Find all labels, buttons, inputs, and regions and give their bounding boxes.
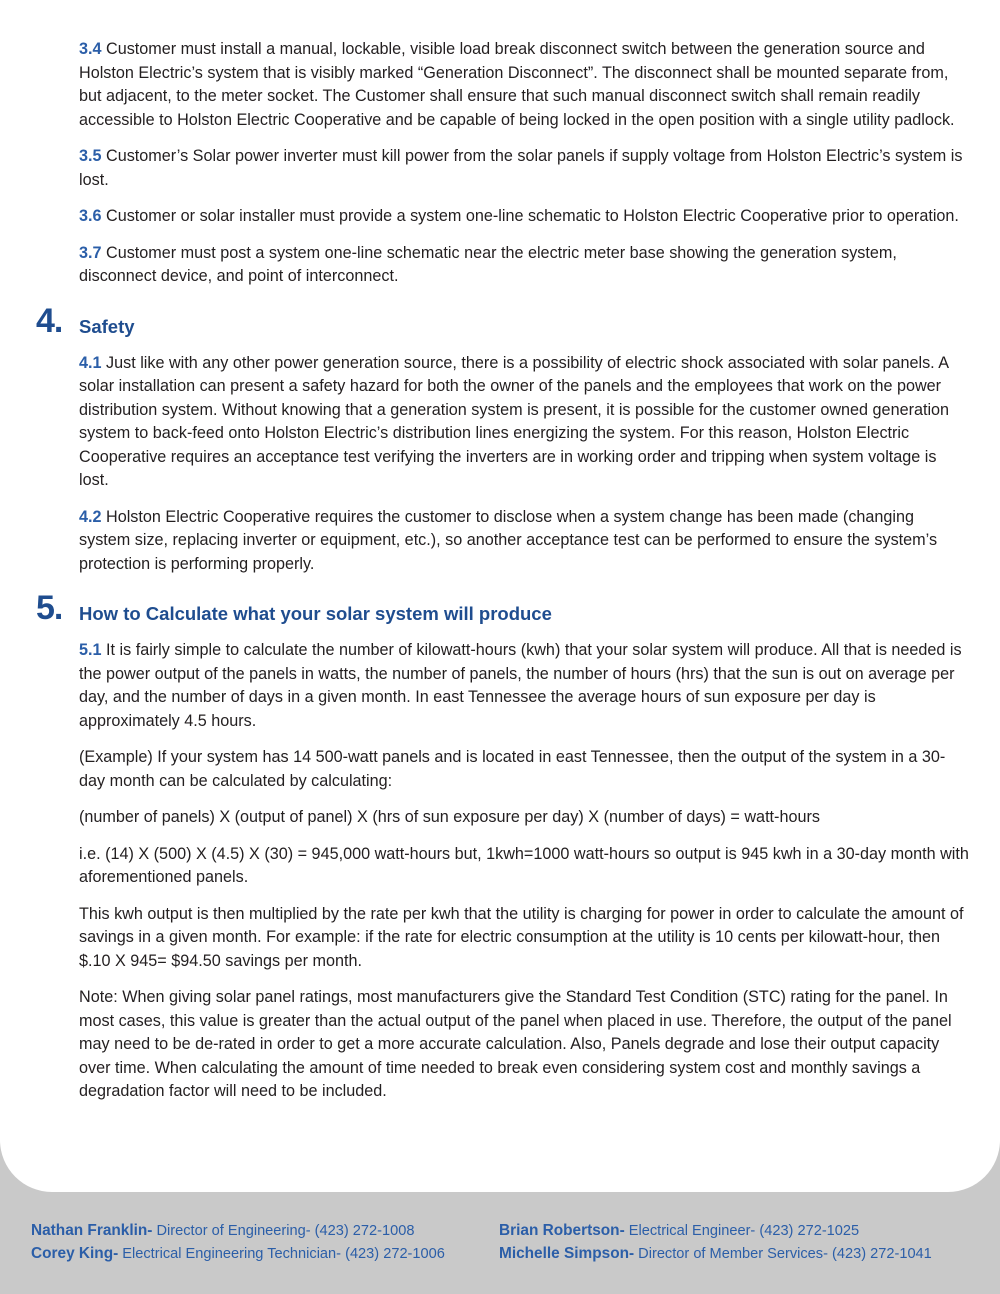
clause-number: 4.2 [79,507,102,526]
clause-text: Customer or solar installer must provide a system one-line schematic to Holston Electric Cooperative prior to operation. [101,207,959,225]
contact-name: Nathan Franklin- [31,1222,153,1239]
clause-number: 4.1 [79,353,102,372]
paragraph-4-1 [79,352,969,493]
section-heading-safety [0,302,1000,348]
clause-text: Customer’s Solar power inverter must kill power from the solar panels if supply voltage from Holston Electric’s system is lost. [79,147,963,189]
document-body [0,38,1000,1117]
clause-number: 3.5 [79,147,102,165]
paragraph-note: Note: When giving solar panel ratings, most manufacturers give the Standard Test Condition (STC) rating for the panel. In most cases, this value is greater than the actual output of the panel when placed in use. Therefore, the output of the panel may need to be de-rated in order to get a more accurate calculation. Also, Panels degrade and lose their output capacity over time. When calculating the amount of time needed to break even considering system cost and monthly savings a degradation factor will need to be included. [79,988,952,1100]
contact-name: Brian Robertson- [499,1222,625,1239]
contact-detail: Director of Engineering- (423) 272-1008 [152,1223,415,1239]
clause-number: 3.4 [79,40,102,58]
clause-number: 3.6 [79,207,102,225]
paragraph-5-1 [79,639,969,733]
paragraph-savings: This kwh output is then multiplied by the rate per kwh that the utility is charging for power in order to calculate the amount of savings in a given month. For example: if the rate for electric consumption at the utility is 10 cents per kilowatt-hour, then $.10 X 945= $94.50 savings per month. [79,904,964,970]
contact-name: Michelle Simpson- [499,1245,635,1262]
section-title: How to Calculate what your solar system will produce [79,603,552,624]
section-title: Safety [79,315,135,337]
clause-text: Customer must install a manual, lockable, visible load break disconnect switch between the generation source and Holston Electric’s system that is visibly marked “Generation Disconnect”. The disconnect shall be mounted separate from, but adjacent, to the meter socket. The Customer shall ensure that such manual disconnect switch shall remain readily accessible to Holston Electric Cooperative and be capable of being locked in the open position with a single utility padlock. [79,40,955,129]
clause-number: 5.1 [79,641,102,659]
paragraph-3-4 [79,38,969,132]
paragraph-4-2 [79,506,969,577]
clause-text: Customer must post a system one-line schematic near the electric meter base showing the generation system, disconnect device, and point of interconnect. [79,243,897,285]
contact-nathan-franklin [31,1222,414,1240]
section-number: 5. [36,589,63,627]
paragraph-example: (Example) If your system has 14 500-watt panels and is located in east Tennessee, then the output of the system in a 30-day month can be calculated by calculating: [79,748,946,790]
clause-text: Just like with any other power generation source, there is a possibility of electric shock associated with solar panels. A solar installation can present a safety hazard for both the owner of the panels and the employees that work on the power distribution system. Without knowing that a generation system is present, it is possible for the customer owned generation system to back-feed onto Holston Electric’s distribution lines energizing the system. For this reason, Holston Electric Cooperative requires an acceptance test verifying the inverters are in working order and tripping when system voltage is lost. [79,353,950,489]
contact-michelle-simpson [499,1245,932,1263]
paragraph-3-7 [79,242,969,289]
paragraph-3-5 [79,145,969,192]
paragraph-3-6 [79,205,969,229]
contact-detail: Electrical Engineering Technician- (423) 272-1006 [118,1246,445,1262]
paragraph-formula: (number of panels) X (output of panel) X (hrs of sun exposure per day) X (number of days) = watt-hours [79,808,820,826]
contact-detail: Director of Member Services- (423) 272-1041 [634,1246,932,1262]
clause-text: Holston Electric Cooperative requires the customer to disclose when a system change has been made (changing system size, replacing inverter or equipment, etc.), so another acceptance test can be performed to ensure the system’s protection is performing properly. [79,507,938,573]
clause-number: 3.7 [79,243,102,262]
contact-detail: Electrical Engineer- (423) 272-1025 [624,1223,860,1239]
contact-brian-robertson [499,1222,859,1240]
contact-corey-king [31,1245,445,1263]
contact-name: Corey King- [31,1245,119,1262]
section-number: 4. [36,301,63,340]
paragraph-calculation: i.e. (14) X (500) X (4.5) X (30) = 945,000 watt-hours but, 1kwh=1000 watt-hours so output is 945 kwh in a 30-day month with aforementioned panels. [79,844,969,886]
section-heading-calculate [0,589,1000,635]
clause-text: It is fairly simple to calculate the number of kilowatt-hours (kwh) that your solar system will produce. All that is needed is the power output of the panels in watts, the number of panels, the number of hours (hrs) that the sun is out on average per day, and the number of days in a given month. In east Tennessee the average hours of sun exposure per day is approximately 4.5 hours. [79,641,962,730]
